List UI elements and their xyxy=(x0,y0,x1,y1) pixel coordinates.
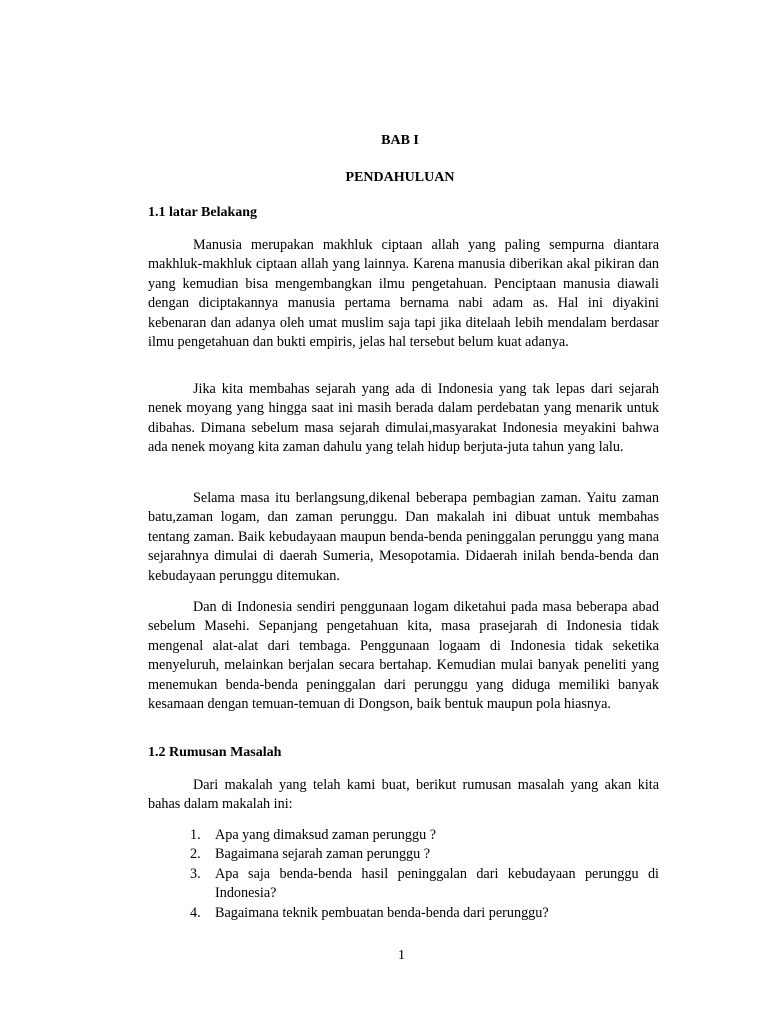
problem-list xyxy=(190,826,659,923)
list-item-text: Apa yang dimaksud zaman perunggu ? xyxy=(215,827,437,843)
list-item-number: 3. xyxy=(190,865,201,882)
section-heading-rumusan-masalah: 1.2 Rumusan Masalah xyxy=(148,745,282,760)
chapter-number: BAB I xyxy=(381,133,419,148)
paragraph: Jika kita membahas sejarah yang ada di Indonesia yang tak lepas dari sejarah nenek moyang yang hingga saat ini masih berada dalam perdebatan yang menarik untuk dibahas. Dimana sebelum masa sejarah dimulai,masyarakat Indonesia meyakini bahwa ada nenek moyang kita zaman dahulu yang telah hidup berjuta-juta tahun yang lalu. xyxy=(148,381,659,456)
list-item-number: 2. xyxy=(190,846,201,863)
list-item xyxy=(190,826,659,845)
paragraph: Manusia merupakan makhluk ciptaan allah yang paling sempurna diantara makhluk-makhluk ciptaan allah yang lainnya. Karena manusia diberikan akal pikiran dan yang kemudian bisa mengembangkan ilmu pengetahuan. Penciptaan manusia diawali dengan diciptakannya manusia pertama bernama nabi adam as. Hal ini diyakini kebenaran dan adanya oleh umat muslim saja tapi jika ditelaah lebih mendalam berdasar ilmu pengetahuan dan bukti empiris, jelas hal tersebut belum kuat adanya. xyxy=(148,237,659,351)
page-number: 1 xyxy=(398,948,405,963)
list-item xyxy=(190,904,659,923)
list-item-text: Apa saja benda-benda hasil peninggalan dari kebudayaan perunggu di Indonesia? xyxy=(215,865,659,902)
list-item xyxy=(190,865,659,904)
list-item xyxy=(190,845,659,864)
chapter-title: PENDAHULUAN xyxy=(345,170,455,185)
paragraph: Dari makalah yang telah kami buat, berikut rumusan masalah yang akan kita bahas dalam makalah ini: xyxy=(148,777,659,813)
list-item-text: Bagaimana sejarah zaman perunggu ? xyxy=(215,846,431,863)
list-item-number: 1. xyxy=(190,827,201,843)
section-heading-latar-belakang: 1.1 latar Belakang xyxy=(148,205,258,220)
paragraph: Dan di Indonesia sendiri penggunaan logam diketahui pada masa beberapa abad sebelum Masehi. Sepanjang pengetahuan kita, masa prasejarah di Indonesia tidak mengenal alat-alat dari tembaga. Penggunaan logaam di Indonesia tidak seketika menyeluruh, melainkan berjalan secara bertahap. Kemudian mulai banyak peneliti yang menemukan benda-benda peninggalan dari perunggu yang diduga memiliki banyak kesamaan dengan temuan-temuan di Dongson, baik bentuk maupun pola hiasnya. xyxy=(148,599,659,713)
list-item-text: Bagaimana teknik pembuatan benda-benda dari perunggu? xyxy=(215,904,549,921)
paragraph: Selama masa itu berlangsung,dikenal beberapa pembagian zaman. Yaitu zaman batu,zaman logam, dan zaman perunggu. Dan makalah ini dibuat untuk membahas tentang zaman. Baik kebudayaan maupun benda-benda peninggalan perunggu yang mana sejarahnya dimulai di daerah Sumeria, Mesopotamia. Didaerah inilah benda-benda dan kebudayaan perunggu ditemukan. xyxy=(148,490,659,584)
list-item-number: 4. xyxy=(190,904,201,921)
